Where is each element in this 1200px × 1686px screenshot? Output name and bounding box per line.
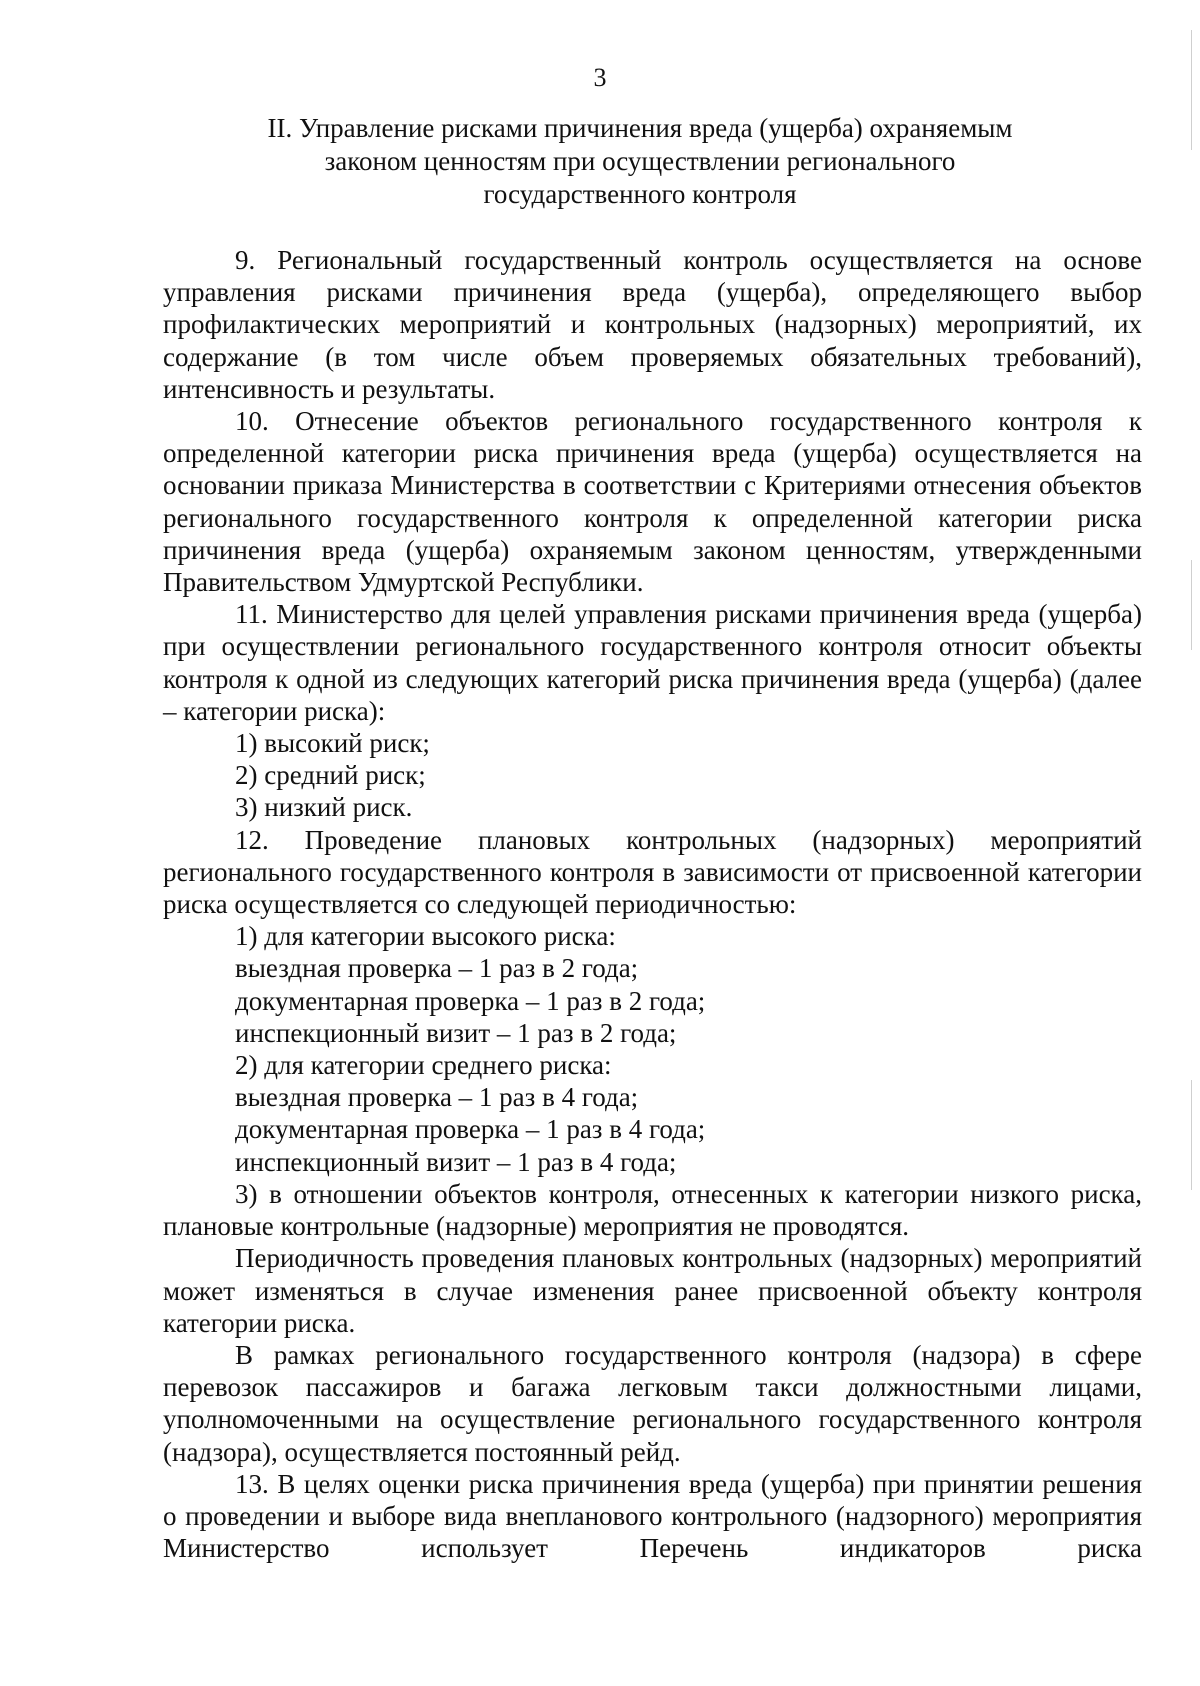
- risk-category-item: 2) средний риск;: [235, 760, 426, 791]
- section-title-line: II. Управление рисками причинения вреда (ущерба) охраняемым: [267, 113, 1013, 143]
- periodicity-paragraph: Периодичность проведения плановых контрольных (надзорных) мероприятий может изменяться в случае изменения ранее присвоенной объекту контроля категории риска.: [163, 1243, 1142, 1338]
- medium-risk-line: инспекционный визит – 1 раз в 4 года;: [235, 1146, 677, 1177]
- paragraph-13: 13. В целях оценки риска причинения вреда (ущерба) при принятии решения о проведении и выборе вида внепланового контрольного (надзорного) мероприятия Министерство использует Перечень индикаторов риска: [163, 1468, 1142, 1564]
- scan-artifact: [1191, 1080, 1192, 1190]
- scan-artifact: [1191, 30, 1192, 150]
- scan-artifact: [1191, 560, 1192, 650]
- medium-risk-heading: 2) для категории среднего риска:: [235, 1050, 612, 1081]
- paragraph-12: 12. Проведение плановых контрольных (надзорных) мероприятий регионального государственного контроля в зависимости от присвоенной категории риска осуществляется со следующей периодичностью:: [163, 824, 1142, 920]
- document-body: [163, 244, 1142, 1564]
- section-title-line: государственного контроля: [483, 179, 797, 209]
- high-risk-line: выездная проверка – 1 раз в 2 года;: [235, 953, 639, 984]
- page-number: 3: [593, 63, 607, 92]
- high-risk-heading: 1) для категории высокого риска:: [235, 921, 616, 952]
- section-title: [240, 112, 1040, 211]
- paragraph-9: 9. Региональный государственный контроль осуществляется на основе управления рисками причинения вреда (ущерба), определяющего выбор профилактических мероприятий и контрольных (надзорных) мероприятий, их содержание (в том числе объем проверяемых обязательных требований), интенсивность и результаты.: [163, 245, 1142, 404]
- section-title-line: законом ценностям при осуществлении регионального: [324, 146, 956, 176]
- high-risk-line: документарная проверка – 1 раз в 2 года;: [235, 985, 706, 1016]
- risk-category-item: 3) низкий риск.: [235, 792, 413, 823]
- medium-risk-line: выездная проверка – 1 раз в 4 года;: [235, 1082, 639, 1113]
- taxi-paragraph: В рамках регионального государственного контроля (надзора) в сфере перевозок пассажиров и багажа легковым такси должностными лицами, уполномоченными на осуществление регионального государственного контроля (надзора), осуществляется постоянный рейд.: [163, 1339, 1142, 1467]
- high-risk-line: инспекционный визит – 1 раз в 2 года;: [235, 1017, 677, 1048]
- low-risk-paragraph: 3) в отношении объектов контроля, отнесенных к категории низкого риска, плановые контрольные (надзорные) мероприятия не проводятся.: [163, 1178, 1142, 1242]
- risk-category-item: 1) высокий риск;: [235, 728, 430, 759]
- paragraph-10: 10. Отнесение объектов регионального государственного контроля к определенной категории риска причинения вреда (ущерба) осуществляется на основании приказа Министерства в соответствии с Критериями отнесения объектов регионального государственного контроля к определенной категории риска причинения вреда (ущерба) охраняемым законом ценностям, утвержденными Правительством Удмуртской Республики.: [163, 406, 1142, 598]
- medium-risk-line: документарная проверка – 1 раз в 4 года;: [235, 1114, 706, 1145]
- paragraph-11: 11. Министерство для целей управления рисками причинения вреда (ущерба) при осуществлении регионального государственного контроля относит объекты контроля к одной из следующих категорий риска причинения вреда (ущерба) (далее – категории риска):: [163, 599, 1142, 726]
